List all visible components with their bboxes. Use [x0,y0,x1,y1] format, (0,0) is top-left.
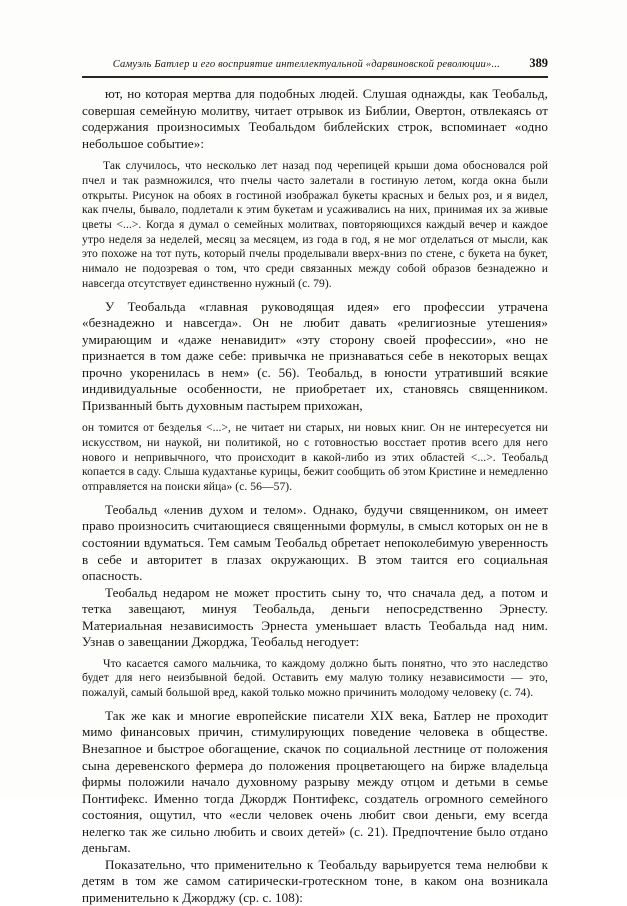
spacer [82,701,548,708]
page-number: 389 [529,56,548,70]
spacer [82,495,548,502]
blockquote-2: он томится от безделья <...>, не читает ни старых, ни новых книг. Он не интересуется ни искусством, ни наукой, ни политикой, но с готовностью восстает против всего для него нового и непривычного, что происходит в какой-либо из этих областей <...>. Теобальд копается в саду. Слыша кудахтанье курицы, бежит сообщить об этом Кристине и немедленно отправляется на поиски яйца» (с. 56—57). [82,421,548,494]
paragraph-3: Теобальд «ленив духом и телом». Однако, будучи священником, он имеет право произносить считающиеся священными формулы, в смысл которых он не в состоянии вдуматься. Тем самым Теобальд обретает непоколебимую уверенность в себе и авторитет в глазах окружающих. В этом таится его социальная опасность. [82,501,548,584]
spacer [82,152,548,159]
paragraph-5: Так же как и многие европейские писатели XIX века, Батлер не проходит мимо финансовых причин, стимулирующих поведение человека в обществе. Внезапное и быстрое обогащение, скачок по социальной лестнице от положения сына деревенского фермера до положения процветающего на бирже владельца фирмы положили начало духовному разрыву между отцом и детьми в семье Понтифекс. Именно тогда Джордж Понтифекс, создатель огромного семейного состояния, ощутил, что «если человек очень любит свои деньги, ему всегда нелегко так же сильно любить и своих детей» (с. 21). Предпочтение было отдано деньгам. [82,707,548,856]
spacer [82,292,548,299]
blockquote-3: Что касается самого мальчика, то каждому должно быть понятно, что это наследство будет для него неизбывной бедой. Оставить ему малую толику независимости — это, пожалуй, самый большой вред, какой только можно причинить молодому человеку (с. 74). [82,656,548,700]
paragraph-6: Показательно, что применительно к Теобальду варьируется тема нелюбви к детям в том же самом сатирически-гротескном тоне, в каком она возникала применительно к Джорджу (ср. с. 108): [82,856,548,905]
paragraph-4: Теобальд недаром не может простить сыну то, что сначала дед, а потом и тетка завещают, минуя Теобальда, деньги непосредственно Эрнесту. Материальная независимость Эрнеста уменьшает власть Теобальда над ним. Узнав о завещании Джорджа, Теобальд негодует: [82,584,548,650]
paragraph-1: ют, но которая мертва для подобных людей. Слушая однажды, как Теобальд, совершая семейную молитву, читает отрывок из Библии, Овертон, отвлекаясь от содержания произносимых Теобальдом библейских строк, вспоминает «одно небольшое событие»: [82,86,548,151]
header-divider [82,76,548,78]
running-head-title: Самуэль Батлер и его восприятие интеллектуальной «дарвиновской революции»... [112,59,500,70]
paragraph-2: У Теобальда «главная руководящая идея» его профессии утрачена «безнадежно и навсегда». Он не любит давать «религиозные утешения» умирающим и «даже ненавидит» «эту сторону своей профессии», «но не признается в том даже себе: привычка не признаваться себе в некоторых вещах прочно укоренилась в нем» (с. 56). Теобальд, в юности утративший всякие индивидуальные особенности, не приобретает их, становясь священником. Призванный быть духовным пастырем прихожан, [82,298,548,413]
blockquote-1: Так случилось, что несколько лет назад под черепицей крыши дома обосновался рой пчел и так размножился, что пчелы часто залетали в гостиную летом, когда окна были открыты. Рисунок на обоях в гостиной изображал букеты красных и белых роз, и я видел, как пчелы, бывало, подлетали к этим букетам и усаживались на них, принимая их за живые цветы <...>. Когда я думал о семейных молитвах, повторяющихся каждый вечер и каждое утро неделя за неделей, месяц за месяцем, из года в год, я не мог отделаться от мысли, как это похоже на тот путь, который пчелы проделывали вверх-вниз по стене, с букета на букет, нимало не подозревая о том, что среди связанных между собой образов безнадежно и навсегда отсутствует единственно нужный (с. 79). [82,159,548,290]
running-head [82,56,548,76]
text-block [82,86,548,906]
spacer [82,414,548,421]
